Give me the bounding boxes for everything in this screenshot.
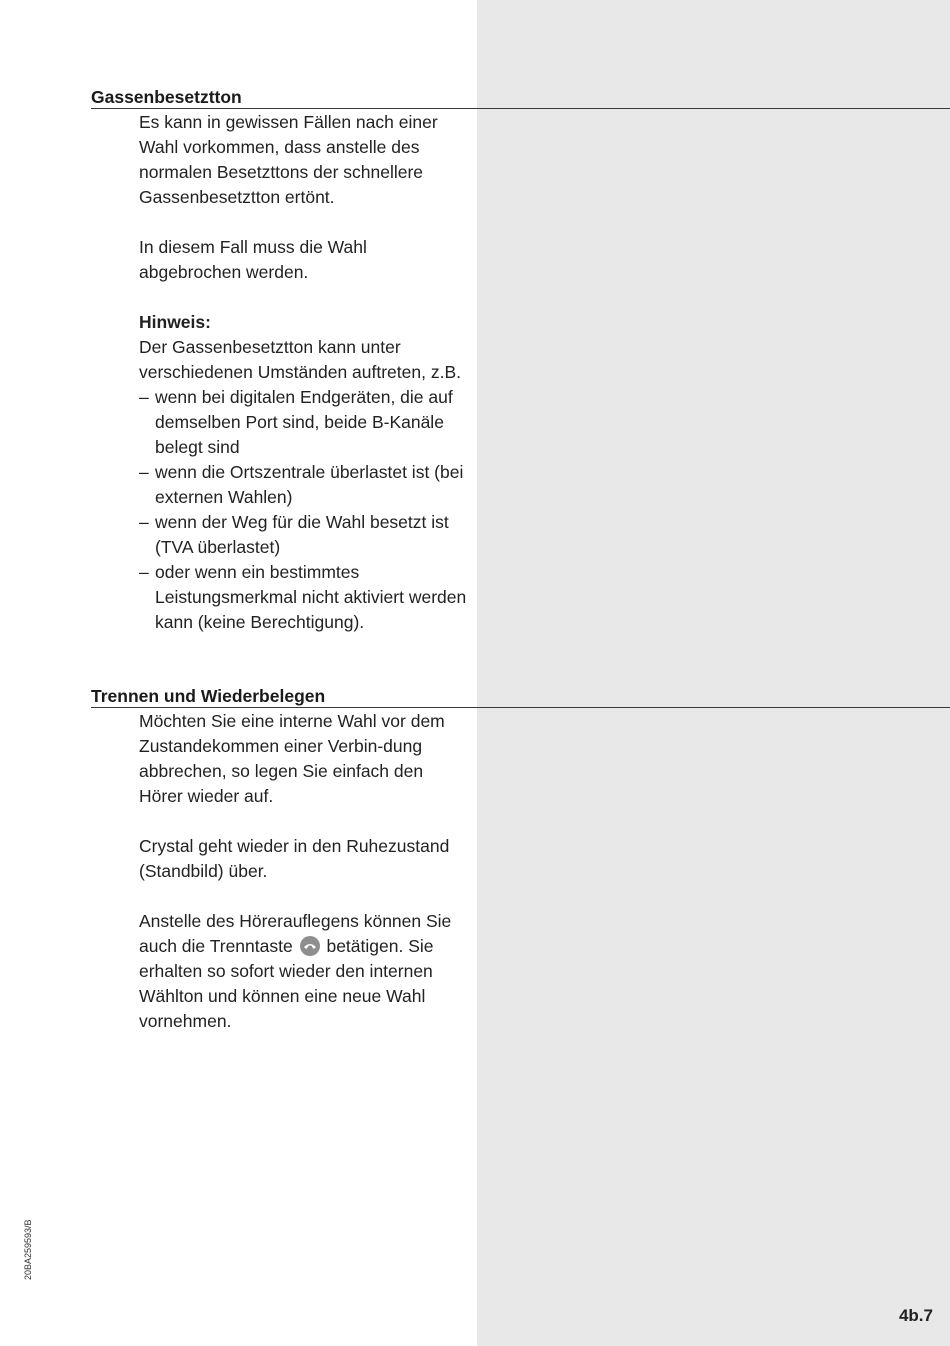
paragraph: Crystal geht wieder in den Ruhezustand (Standbild) über. (139, 836, 450, 881)
paragraph: Möchten Sie eine interne Wahl vor dem Zustandekommen einer Verbin-dung abbrechen, so legen Sie einfach den Hörer wieder auf. (139, 711, 445, 806)
gray-side-panel (477, 0, 950, 1346)
page-number: 4b.7 (898, 1306, 933, 1325)
list-item: – wenn bei digitalen Endgeräten, die auf demselben Port sind, beide B-Kanäle belegt sind (139, 385, 469, 460)
list-item: – oder wenn ein bestimmtes Leistungsmerkmal nicht aktiviert werden kann (keine Berechtigung). (139, 560, 469, 635)
list-item: – wenn die Ortszentrale überlastet ist (bei externen Wahlen) (139, 460, 469, 510)
section-heading-gassenbesetztton: Gassenbesetztton (91, 87, 950, 109)
section-body-trennen (139, 709, 469, 1034)
section-heading-trennen: Trennen und Wiederbelegen (91, 686, 950, 708)
hint-intro: Der Gassenbesetztton kann unter verschiedenen Umständen auftreten, z.B. (139, 337, 461, 382)
paragraph (139, 909, 469, 1034)
hint-title: Hinweis: (139, 312, 211, 332)
disconnect-key-icon (300, 936, 320, 956)
hint-block (139, 310, 469, 635)
list-item: – wenn der Weg für die Wahl besetzt ist (TVA überlastet) (139, 510, 469, 560)
paragraph: In diesem Fall muss die Wahl abgebrochen werden. (139, 237, 367, 282)
document-code: 20BA259593/B (23, 1219, 33, 1280)
paragraph-text-end: betätigen. Sie erhalten so sofort wieder den internen Wählton und können eine neue Wahl vornehmen. (139, 936, 434, 1031)
section-body-gassenbesetztton (139, 110, 469, 635)
paragraph: Es kann in gewissen Fällen nach einer Wahl vorkommen, dass anstelle des normalen Besetzttons der schnellere Gassenbesetztton ertönt. (139, 112, 438, 207)
hint-list (139, 385, 469, 635)
paragraph-text-start: Anstelle des Hörerauflegens können Sie auch die Trenntaste (139, 911, 452, 956)
